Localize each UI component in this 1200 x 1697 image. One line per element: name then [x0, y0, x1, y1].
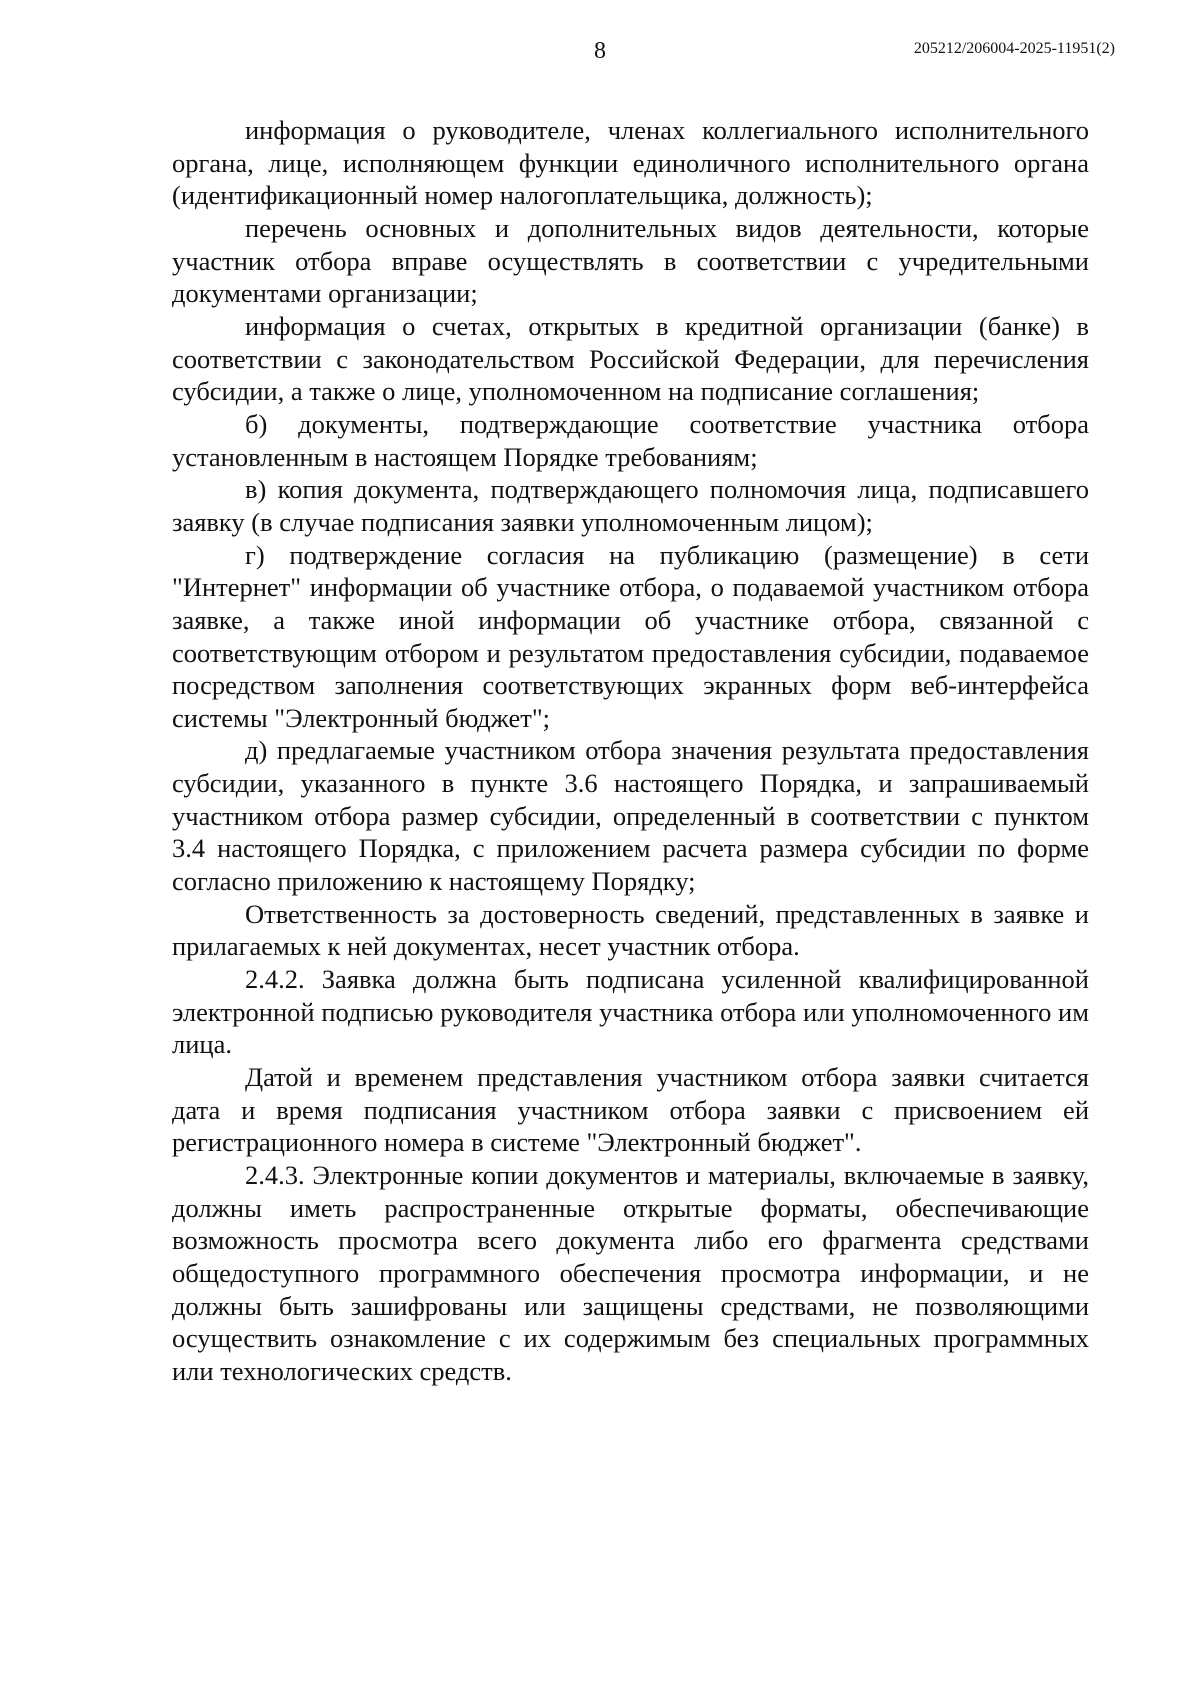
paragraph-item-b: б) документы, подтверждающие соответствие участника отбора установленным в настоящем Порядке требованиям; [172, 408, 1089, 472]
paragraph-submission-date: Датой и временем представления участником отбора заявки считается дата и время подписания участником отбора заявки с присвоением ей регистрационного номера в системе "Электронный бюджет". [172, 1062, 1089, 1158]
paragraph-responsibility: Ответственность за достоверность сведений, представленных в заявке и прилагаемых к ней документах, несет участник отбора. [172, 898, 1089, 962]
paragraph-activity-types: перечень основных и дополнительных видов деятельности, которые участник отбора вправе осуществлять в соответствии с учредительными документами организации; [172, 212, 1089, 309]
paragraph-2-4-3: 2.4.3. Электронные копии документов и материалы, включаемые в заявку, должны иметь распространенные открытые форматы, обеспечивающие возможность просмотра всего документа либо его фрагмента средствами общедоступного программного обеспечения просмотра информации, и не должны быть зашифрованы или защищены средствами, не позволяющими осуществить ознакомление с их содержимым без специальных программных или технологических средств. [172, 1160, 1089, 1386]
paragraph-manager-info: информация о руководителе, членах коллегиального исполнительного органа, лице, исполняющем функции единоличного исполнительного органа (идентификационный номер налогоплательщика, должность); [172, 115, 1089, 211]
page-number: 8 [594, 38, 606, 64]
paragraph-item-v: в) копия документа, подтверждающего полномочия лица, подписавшего заявку (в случае подписания заявки уполномоченным лицом); [172, 474, 1089, 537]
paragraph-bank-accounts: информация о счетах, открытых в кредитной организации (банке) в соответствии с законодательством Российской Федерации, для перечисления субсидии, а также о лице, уполномоченном на подписание соглашения; [172, 310, 1089, 407]
paragraph-item-d: д) предлагаемые участником отбора значения результата предоставления субсидии, указанного в пункте 3.6 настоящего Порядка, и запрашиваемый участником отбора размер субсидии, определенный в соответствии с пунктом 3.4 настоящего Порядка, с приложением расчета размера субсидии по форме согласно приложению к настоящему Порядку; [172, 735, 1089, 897]
paragraph-2-4-2: 2.4.2. Заявка должна быть подписана усиленной квалифицированной электронной подписью руководителя участника отбора или уполномоченного им лица. [172, 964, 1089, 1060]
document-id: 205212/206004-2025-11951(2) [913, 40, 1115, 57]
document-body [172, 114, 1089, 1388]
paragraph-item-g: г) подтверждение согласия на публикацию (размещение) в сети "Интернет" информации об участнике отбора, о подаваемой участником отбора заявке, а также иной информации об участнике отбора, связанной с соответствующим отбором и результатом предоставления субсидии, подаваемое посредством заполнения соответствующих экранных форм веб-интерфейса системы "Электронный бюджет"; [172, 539, 1089, 733]
